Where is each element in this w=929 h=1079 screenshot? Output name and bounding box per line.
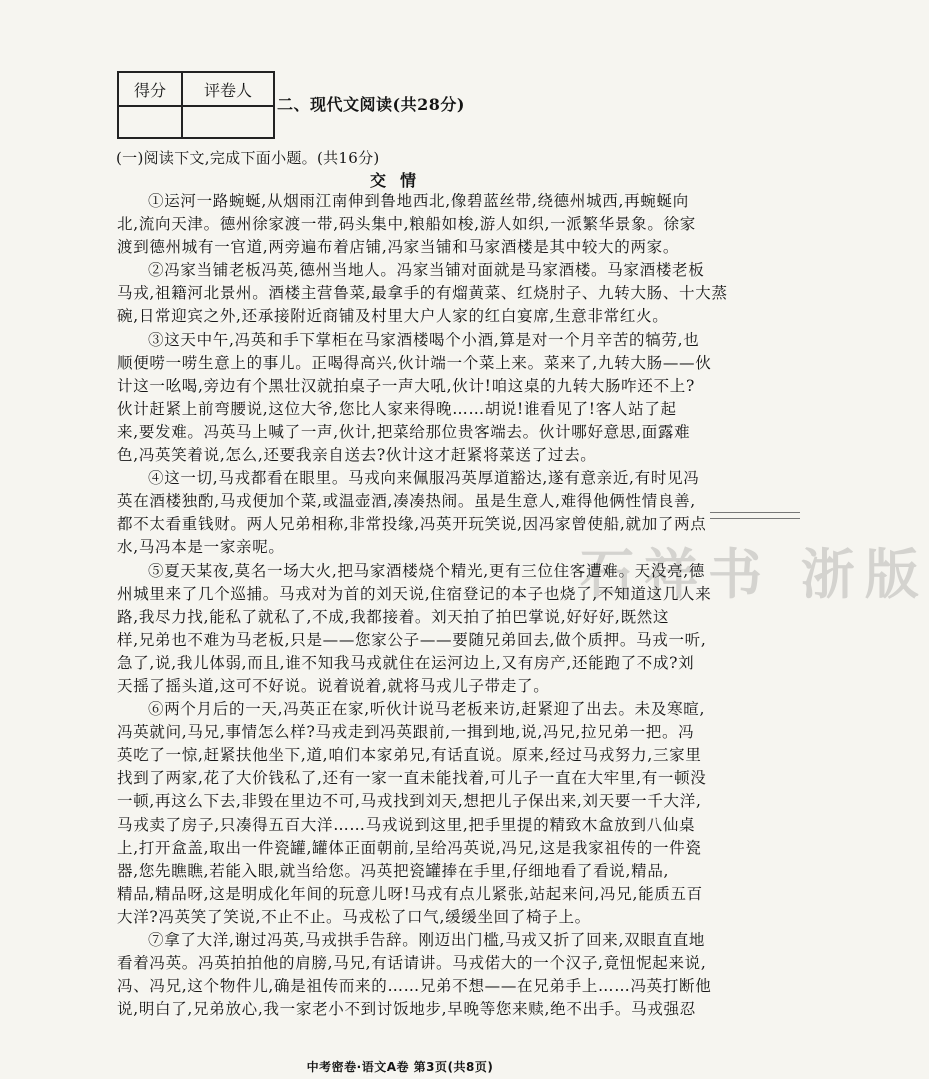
paragraph-line: 冯、冯兄,这个物件儿,确是祖传而来的……兄弟不想——在兄弟手上……冯英打断他: [117, 977, 712, 996]
paragraph-line: 样,兄弟也不难为马老板,只是——您家公子——要随兄弟回去,做个质押。马戎一听,: [117, 630, 707, 649]
paragraph-line: 找到了两家,花了大价钱私了,还有一家一直未能找着,可儿子一直在大牢里,有一顿没: [117, 769, 707, 788]
paragraph-line: 伙计赶紧上前弯腰说,这位大爷,您比人家来得晚……胡说!谁看见了!客人站了起: [117, 399, 677, 418]
paragraph-line: ⑤夏天某夜,莫名一场大火,把马家酒楼烧个精光,更有三位住客遭难。天没亮,德: [148, 561, 706, 580]
watermark-line: [710, 512, 800, 513]
page-footer: 中考密卷·语文A卷 第3页(共8页): [306, 1060, 494, 1074]
score-cell: [118, 106, 182, 138]
paragraph-line: 顺便唠一唠生意上的事儿。正喝得高兴,伙计端一个菜上来。菜来了,九转大肠——伙: [117, 353, 712, 372]
paragraph-line: 看着冯英。冯英拍拍他的肩膀,马兄,有话请讲。马戎偌大的一个汉子,竟忸怩起来说,: [117, 954, 707, 973]
paragraph-line: 渡到德州城有一官道,两旁遍布着店铺,冯家当铺和马家酒楼是其中较大的两家。: [117, 238, 680, 257]
paragraph-line: ⑥两个月后的一天,冯英正在家,听伙计说马老板来访,赶紧迎了出去。未及寒暄,: [148, 700, 706, 719]
paragraph-line: 天摇了摇头道,这可不好说。说着说着,就将马戎儿子带走了。: [117, 676, 550, 695]
paragraph-line: 精品,精品呀,这是明成化年间的玩意儿呀!马戎有点儿紧张,站起来问,冯兄,能质五百: [117, 884, 703, 903]
sub-title: (一)阅读下文,完成下面小题。(共16分): [116, 149, 380, 167]
paragraph-line: 英在酒楼独酌,马戎便加个菜,或温壶酒,凑凑热闹。虽是生意人,难得他俩性情良善,: [117, 492, 696, 511]
paragraph-line: ⑦拿了大洋,谢过冯英,马戎拱手告辞。刚迈出门槛,马戎又折了回来,双眼直直地: [148, 931, 706, 949]
paragraph-line: 冯英就问,马兄,事情怎么样?马戎走到冯英跟前,一揖到地,说,冯兄,拉兄弟一把。冯: [117, 723, 695, 742]
score-header: 得分: [118, 72, 182, 106]
paragraph-line: ①运河一路蜿蜒,从烟雨江南伸到鲁地西北,像碧蓝丝带,绕德州城西,再蜿蜒向: [148, 192, 689, 210]
paragraph-line: 说,明白了,兄弟放心,我一家老小不到讨饭地步,早晚等您来赎,绝不出手。马戎强忍: [117, 1000, 696, 1019]
paragraph-line: 色,冯英笑着说,怎么,还要我亲自送去?伙计这才赶紧将菜送了过去。: [117, 446, 597, 465]
paragraph-line: 英吃了一惊,赶紧扶他坐下,道,咱们本家弟兄,有话直说。原来,经过马戎努力,三家里: [117, 746, 702, 765]
score-table: [117, 71, 275, 139]
paragraph-line: 大洋?冯英笑了笑说,不止不止。马戎松了口气,缓缓坐回了椅子上。: [117, 907, 591, 926]
grader-cell: [182, 106, 274, 138]
paragraph-line: 北,流向天津。德州徐家渡一带,码头集中,粮船如梭,游人如织,一派繁华景象。徐家: [117, 215, 696, 234]
paragraph-line: 来,要发难。冯英马上喊了一声,伙计,把菜给那位贵客端去。伙计哪好意思,面露难: [117, 422, 691, 441]
paragraph-line: 计这一吆喝,旁边有个黑壮汉就拍桌子一声大吼,伙计!咱这桌的九转大肠咋还不上?: [117, 376, 695, 395]
paragraph-line: ④这一切,马戎都看在眼里。马戎向来佩服冯英厚道豁达,遂有意亲近,有时见冯: [148, 469, 700, 488]
paragraph-line: 路,我尽力找,能私了就私了,不成,我都接着。刘天拍了拍巴掌说,好好好,既然这: [117, 607, 670, 626]
paragraph-line: ③这天中午,冯英和手下掌柜在马家酒楼喝个小酒,算是对一个月辛苦的犒劳,也: [148, 330, 700, 349]
paragraph-line: 器,您先瞧瞧,若能入眼,就当给您。冯英把瓷罐捧在手里,仔细地看了看说,精品,: [117, 861, 670, 880]
paragraph-line: 州城里来了几个巡捕。马戎对为首的刘天说,住宿登记的本子也烧了,不知道这几人来: [117, 584, 712, 603]
section-title: 二、现代文阅读(共28分): [277, 95, 465, 114]
paragraph-line: 马戎卖了房子,只凑得五百大洋……马戎说到这里,把手里提的精致木盒放到八仙桌: [117, 815, 696, 834]
grader-header: 评卷人: [182, 72, 274, 106]
watermark: 石祥书 浙版: [580, 543, 929, 606]
paragraph-line: 碗,日常迎宾之外,还承接附近商铺及村里大户人家的红白宴席,生意非常红火。: [117, 307, 669, 326]
paragraph-line: 上,打开盒盖,取出一件瓷罐,罐体正面朝前,呈给冯英说,冯兄,这是我家祖传的一件瓷: [117, 838, 702, 857]
paragraph-line: 水,马冯本是一家亲呢。: [117, 538, 285, 557]
paragraph-line: 一顿,再这么下去,非毁在里边不可,马戎找到刘天,想把儿子保出来,刘天要一千大洋,: [117, 792, 702, 811]
watermark-line: [710, 518, 800, 519]
paragraph-line: 马戎,祖籍河北景州。酒楼主营鲁菜,最拿手的有熘黄菜、红烧肘子、九转大肠、十大蒸: [117, 284, 728, 303]
paragraph-line: 都不太看重钱财。两人兄弟相称,非常投缘,冯英开玩笑说,因冯家曾使船,就加了两点: [117, 515, 707, 534]
paragraph-line: ②冯家当铺老板冯英,德州当地人。冯家当铺对面就是马家酒楼。马家酒楼老板: [148, 261, 705, 280]
paragraph-line: 急了,说,我儿体弱,而且,谁不知我马戎就住在运河边上,又有房产,还能跑了不成?刘: [117, 653, 695, 672]
article-title: 交情: [369, 171, 430, 190]
